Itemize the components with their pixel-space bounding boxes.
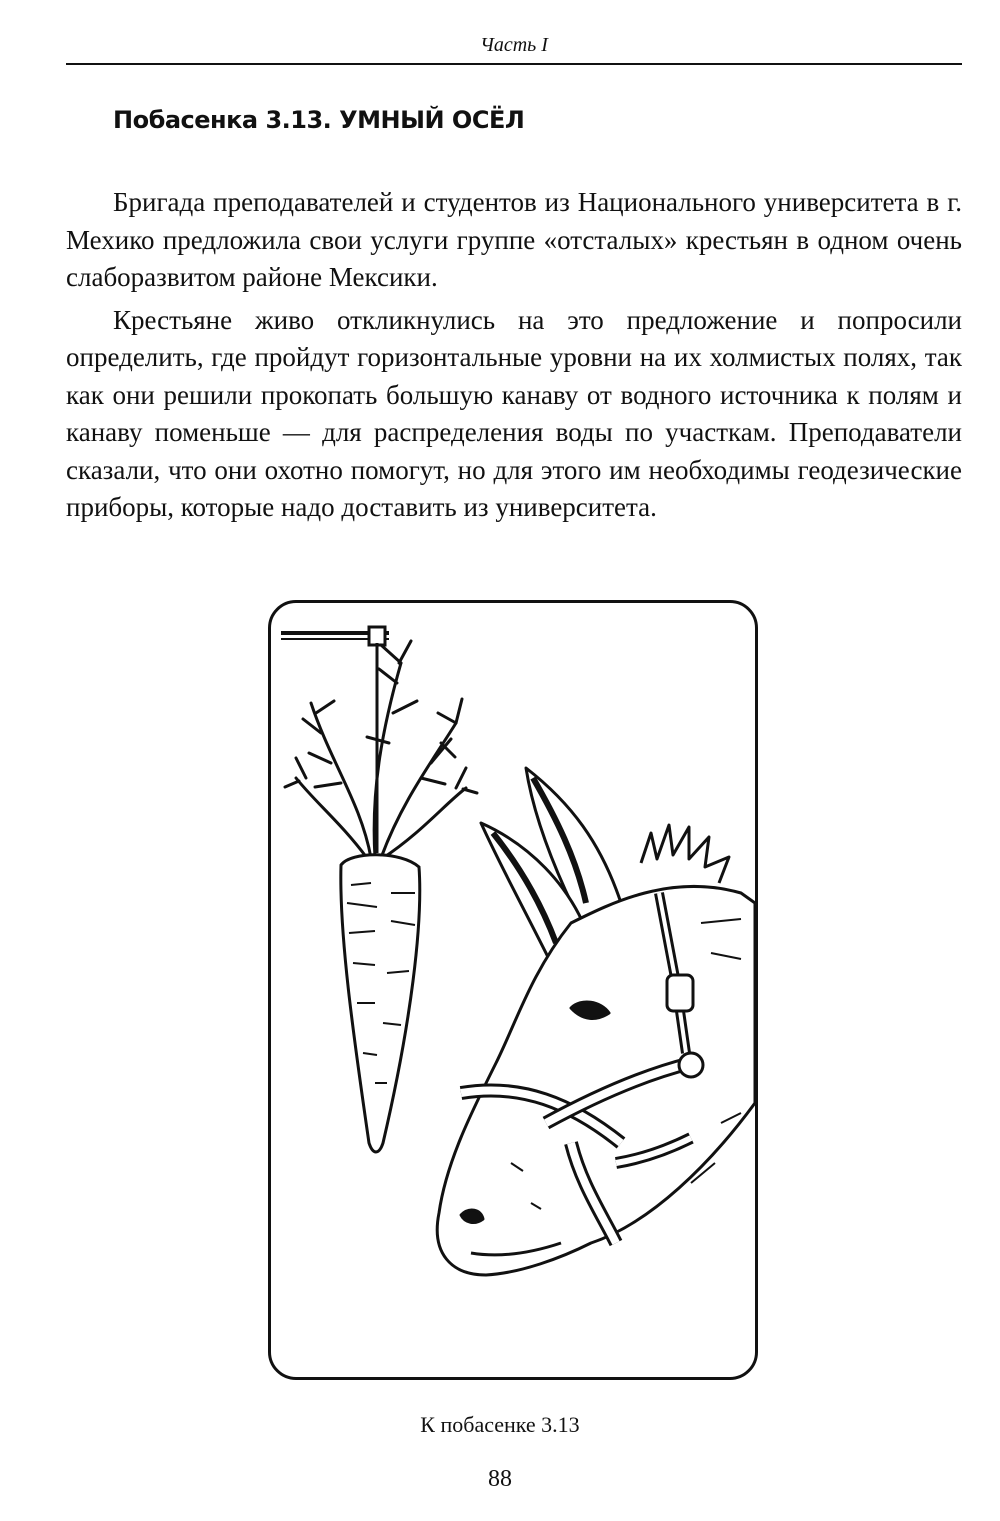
page-number: 88	[488, 1466, 512, 1492]
paragraph-2: Крестьяне живо откликнулись на это предложение и попросили определить, где пройдут горизонтальные уровни на их холмистых полях, так как они решили прокопать большую канаву от водного источника к полям и канаву поменьше — для распределения воды по участкам. Преподаватели сказали, что они охотно помогут, но для этого им необходимы геодезические приборы, которые надо доставить из университета.	[66, 304, 962, 522]
header-rule	[66, 63, 962, 65]
section-title: Побасенка 3.13. УМНЫЙ ОСЁЛ	[113, 106, 525, 134]
running-head: Часть I	[480, 34, 548, 56]
paragraph-1: Бригада преподавателей и студентов из Национального университета в г. Мехико предложила свои услуги группе «отсталых» крестьян в одном очень слаборазвитом районе Мексики.	[66, 187, 962, 292]
carrot-and-donkey-illustration	[271, 603, 755, 1377]
body-text	[66, 184, 962, 532]
figure-caption: К побасенке 3.13	[420, 1412, 580, 1437]
illustration-frame	[268, 600, 758, 1380]
carrot-icon	[341, 855, 420, 1152]
carrot-greens-icon	[285, 641, 477, 858]
donkey-head-icon	[437, 768, 755, 1275]
